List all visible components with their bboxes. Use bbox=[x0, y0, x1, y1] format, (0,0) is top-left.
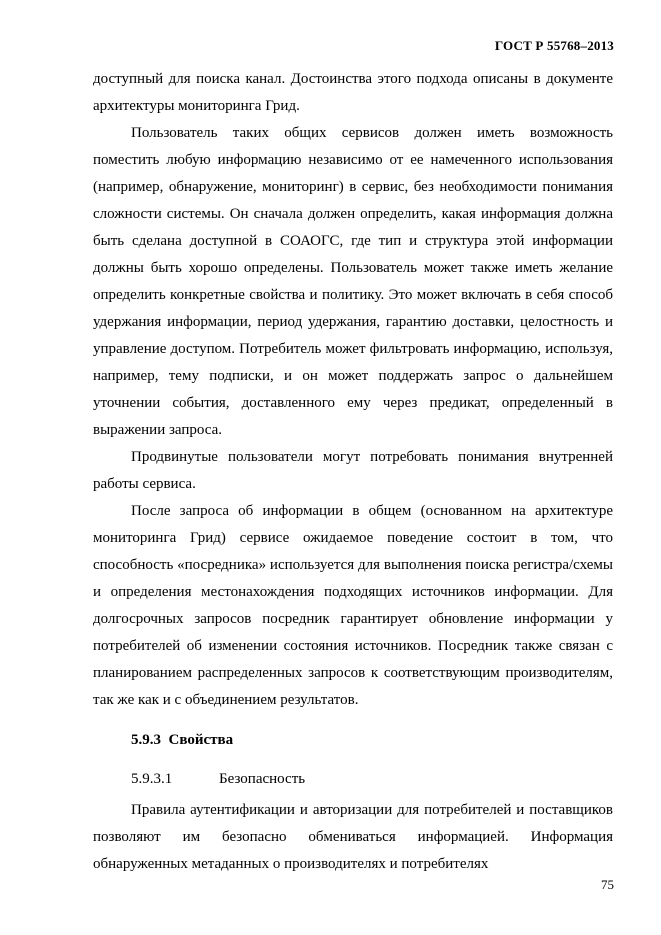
paragraph-continuation: доступный для поиска канал. Достоинства этого подхода описаны в документе архитектуры мониторинга Грид. bbox=[93, 71, 613, 114]
section-title: Свойства bbox=[168, 732, 234, 748]
page-number: 75 bbox=[601, 877, 614, 892]
paragraph-security: Правила аутентификации и авторизации для потребителей и поставщиков позволяют им безопасно обмениваться информацией. Информация обнаруженных метаданных о производителях и потребителях bbox=[93, 802, 613, 872]
paragraph-broker: После запроса об информации в общем (основанном на архитектуре мониторинга Грид) сервисе ожидаемое поведение состоит в том, что способность «посредника» используется для выполнения поиска регистра/схемы и определения местонахождения подходящих источников информации. Для долгосрочных запросов посредник гарантирует обновление информации у потребителей об изменении состояния источников. Посредник также связан с планированием распределенных запросов к соответствующим производителям, так же как и с объединением результатов. bbox=[93, 503, 613, 708]
subsection-heading bbox=[93, 766, 613, 793]
document-header: ГОСТ Р 55768–2013 bbox=[494, 38, 614, 53]
page-body bbox=[93, 66, 613, 878]
paragraph-advanced-users: Продвинутые пользователи могут потребовать понимания внутренней работы сервиса. bbox=[93, 449, 613, 492]
paragraph-user-services: Пользователь таких общих сервисов должен иметь возможность поместить любую информацию независимо от ее намеченного использования (например, обнаружение, мониторинг) в сервис, без необходимости понимания сложности системы. Он сначала должен определить, какая информация должна быть сделана доступной в СОАОГС, где тип и структура этой информации должны быть хорошо определены. Пользователь может также иметь желание определить конкретные свойства и политику. Это может включать в себя способ удержания информации, период удержания, гарантию доставки, целостность и управление доступом. Потребитель может фильтровать информацию, используя, например, тему подписки, и он может поддержать запрос о дальнейшем уточнении события, доставленного ему через предикат, определенный в выражении запроса. bbox=[93, 125, 613, 438]
subsection-number: 5.9.3.1 bbox=[131, 771, 173, 787]
section-heading bbox=[93, 727, 613, 754]
subsection-title: Безопасность bbox=[219, 771, 306, 787]
section-number: 5.9.3 bbox=[131, 732, 161, 748]
